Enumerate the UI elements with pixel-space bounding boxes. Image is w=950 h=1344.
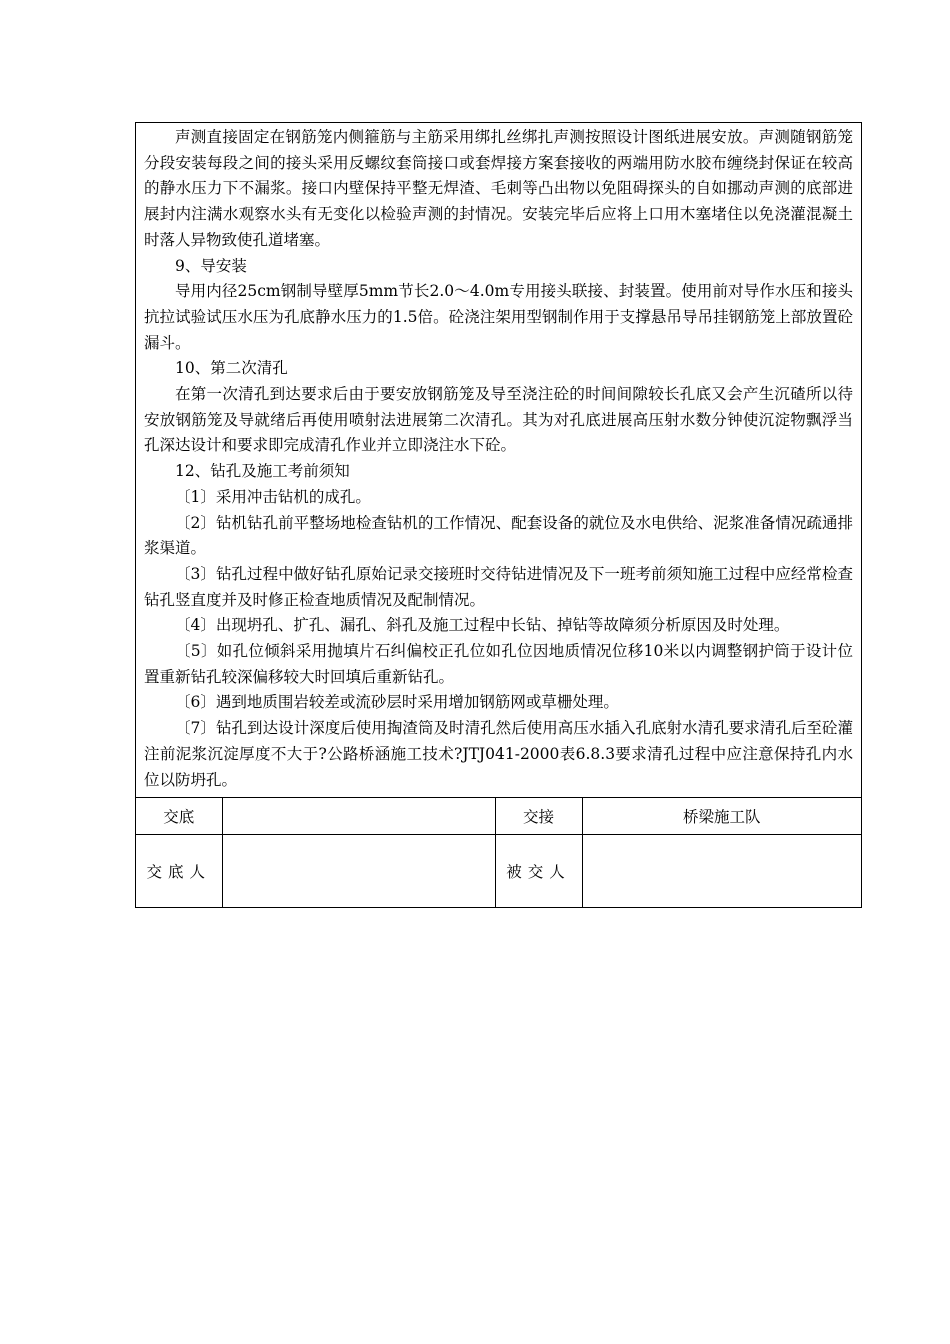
receiver-value: 桥梁施工队 (582, 798, 861, 835)
paragraph: 在第一次清孔到达要求后由于要安放钢筋笼及导至浇注砼的时间间隙较长孔底又会产生沉碴所以待安放钢筋笼及导就绪后再使用喷射法进展第二次清孔。其为对孔底进展高压射水数分钟使沉淀物飘浮当孔深达设计和要求即完成清孔作业并立即浇注水下砼。 (144, 385, 853, 455)
signoff-row (136, 798, 861, 835)
section-heading: 12、钻孔及施工考前须知 (175, 462, 350, 481)
handover-label: 交底 (136, 798, 222, 835)
list-item: 〔7〕钻孔到达设计深度后使用掏渣筒及时清孔然后使用高压水插入孔底射水清孔要求清孔后至砼灌注前泥浆沉淀厚度不大于?公路桥涵施工技术?JTJ041-2000表6.8.3要求清孔过程中应注意保持孔内水位以防坍孔。 (144, 719, 853, 789)
receiver-label: 交接 (495, 798, 582, 835)
list-item: 〔5〕如孔位倾斜采用抛填片石纠偏校正孔位如孔位因地质情况位移10米以内调整钢护筒于设计位置重新钻孔较深偏移较大时回填后重新钻孔。 (144, 642, 853, 686)
document-table (135, 122, 862, 908)
list-item: 〔4〕出现坍孔、扩孔、漏孔、斜孔及施工过程中长钻、掉钻等故障须分析原因及时处理。 (175, 616, 790, 635)
paragraph: 导用内径25cm钢制导壁厚5mm节长2.0～4.0m专用接头联接、封装置。使用前对导作水压和接头抗拉试验试压水压为孔底静水压力的1.5倍。砼浇注架用型钢制作用于支撑悬吊导吊挂钢筋笼上部放置砼漏斗。 (144, 282, 853, 352)
receiver-person-label: 被交人 (495, 835, 582, 908)
receiver-person-value (582, 835, 861, 908)
list-item: 〔2〕钻机钻孔前平整场地检查钻机的工作情况、配套设备的就位及水电供给、泥浆准备情况疏通排浆渠道。 (144, 513, 853, 558)
list-item: 〔1〕采用冲击钻机的成孔。 (175, 487, 371, 506)
signoff-row (136, 835, 861, 908)
content-cell (136, 123, 861, 798)
handover-person-label: 交底人 (136, 835, 222, 908)
section-heading: 10、第二次清孔 (175, 359, 288, 378)
handover-value (222, 798, 495, 835)
list-item: 〔3〕钻孔过程中做好钻孔原始记录交接班时交待钻进情况及下一班考前须知施工过程中应经常检查钻孔竖直度并及时修正检查地质情况及配制情况。 (144, 564, 853, 609)
section-heading: 9、导安装 (175, 256, 247, 275)
paragraph: 声测直接固定在钢筋笼内侧箍筋与主筋采用绑扎丝绑扎声测按照设计图纸进展安放。声测随钢筋笼分段安装每段之间的接头采用反螺纹套筒接口或套焊接方案套接收的两端用防水胶布缠绕封保证在较高的静水压力下不漏浆。接口内壁保持平整无焊渣、毛刺等凸出物以免阻碍探头的自如挪动声测的底部进展封内注满水观察水头有无变化以检验声测的封情况。安装完毕后应将上口用木塞堵住以免浇灌混凝土时落人异物致使孔道堵塞。 (144, 128, 853, 249)
handover-person-value (222, 835, 495, 908)
list-item: 〔6〕遇到地质围岩较差或流砂层时采用增加钢筋网或草栅处理。 (175, 693, 619, 712)
signoff-table (136, 798, 861, 907)
